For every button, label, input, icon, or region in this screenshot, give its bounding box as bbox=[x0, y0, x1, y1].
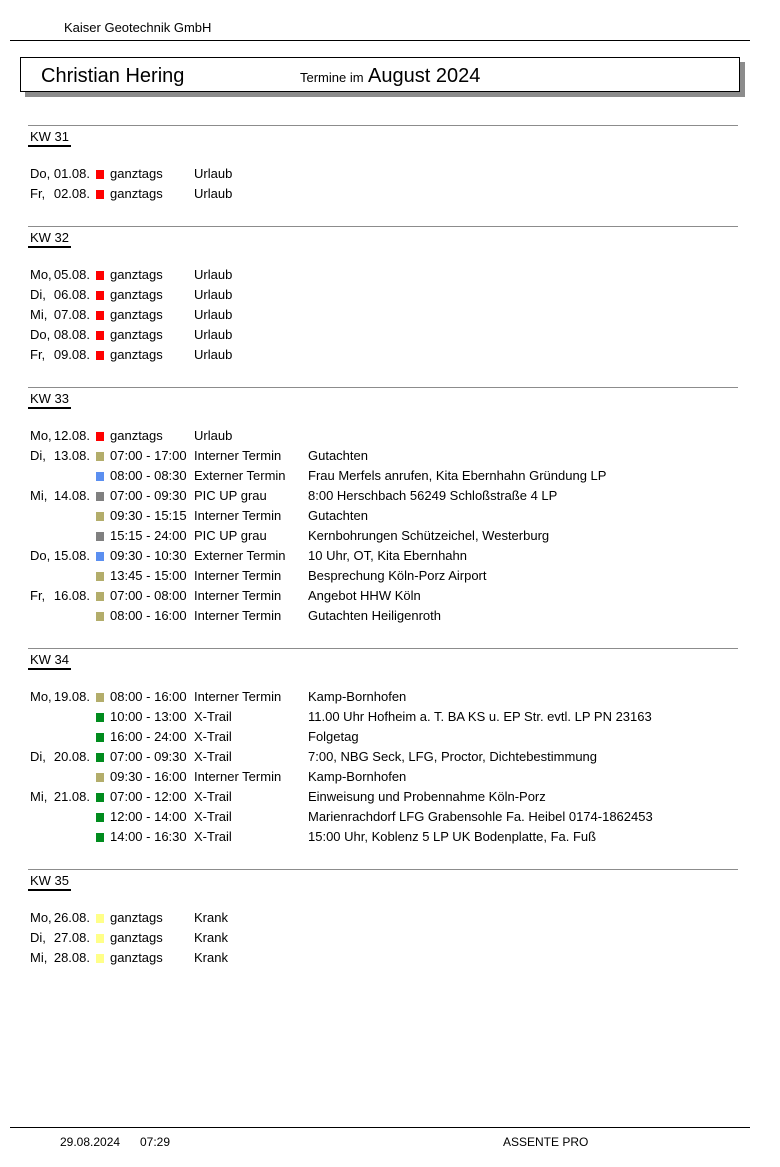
weekday: Mo, bbox=[30, 428, 52, 443]
week-section bbox=[28, 226, 738, 365]
time-range: ganztags bbox=[110, 950, 163, 965]
appointment-type: Interner Termin bbox=[194, 588, 282, 603]
description: Kernbohrungen Schützeichel, Westerburg bbox=[308, 528, 550, 543]
appointment-row bbox=[28, 948, 738, 968]
date: 16.08. bbox=[53, 588, 90, 603]
time-range: 08:00 - 08:30 bbox=[110, 468, 187, 483]
time-range: 07:00 - 09:30 bbox=[110, 488, 187, 503]
date: 13.08. bbox=[53, 448, 90, 463]
category-color-icon bbox=[96, 733, 104, 742]
category-color-icon bbox=[96, 492, 104, 501]
title-box bbox=[20, 57, 740, 92]
date: 05.08. bbox=[53, 267, 90, 282]
date: 27.08. bbox=[53, 930, 90, 945]
description: Gutachten bbox=[308, 448, 368, 463]
period-month: August 2024 bbox=[368, 65, 481, 87]
print-date: 29.08.2024 bbox=[60, 1135, 121, 1149]
date: 12.08. bbox=[53, 428, 90, 443]
appointment-row bbox=[28, 285, 738, 305]
appointment-type: X-Trail bbox=[194, 729, 232, 744]
appointment-type: X-Trail bbox=[194, 749, 232, 764]
date: 07.08. bbox=[53, 307, 90, 322]
appointment-row bbox=[28, 486, 738, 506]
time-range: 07:00 - 09:30 bbox=[110, 749, 187, 764]
weekday: Fr, bbox=[30, 588, 46, 603]
appointment-type: X-Trail bbox=[194, 709, 232, 724]
company-name: Kaiser Geotechnik GmbH bbox=[64, 20, 212, 35]
date: 14.08. bbox=[53, 488, 90, 503]
appointment-row bbox=[28, 325, 738, 345]
appointment-row bbox=[28, 305, 738, 325]
time-range: ganztags bbox=[110, 186, 163, 201]
appointment-type: Interner Termin bbox=[194, 769, 282, 784]
time-range: 08:00 - 16:00 bbox=[110, 689, 187, 704]
header-divider bbox=[10, 40, 750, 41]
appointment-type: PIC UP grau bbox=[194, 488, 267, 503]
description: 10 Uhr, OT, Kita Ebernhahn bbox=[308, 548, 467, 563]
category-color-icon bbox=[96, 612, 104, 621]
appointment-type: Krank bbox=[194, 930, 228, 945]
date: 06.08. bbox=[53, 287, 90, 302]
appointment-type: Urlaub bbox=[194, 186, 233, 201]
category-color-icon bbox=[96, 693, 104, 702]
weekday: Mo, bbox=[30, 267, 52, 282]
appointment-row bbox=[28, 807, 738, 827]
appointment-row bbox=[28, 908, 738, 928]
appointment-type: Externer Termin bbox=[194, 548, 286, 563]
appointment-type: Krank bbox=[194, 910, 228, 925]
footer-divider bbox=[10, 1127, 750, 1128]
week-label: KW 34 bbox=[28, 652, 71, 670]
weekday: Mi, bbox=[30, 488, 48, 503]
weekday: Di, bbox=[30, 749, 46, 764]
appointment-type: Externer Termin bbox=[194, 468, 286, 483]
appointment-row bbox=[28, 345, 738, 365]
time-range: 08:00 - 16:00 bbox=[110, 608, 187, 623]
time-range: 09:30 - 10:30 bbox=[110, 548, 187, 563]
weekday: Di, bbox=[30, 287, 46, 302]
weekday: Mo, bbox=[30, 910, 52, 925]
weekday: Fr, bbox=[30, 186, 46, 201]
category-color-icon bbox=[96, 532, 104, 541]
weekday: Mo, bbox=[30, 689, 52, 704]
weekday: Fr, bbox=[30, 347, 46, 362]
weekday: Do, bbox=[30, 166, 51, 181]
appointment-row bbox=[28, 164, 738, 184]
appointment-row bbox=[28, 707, 738, 727]
category-color-icon bbox=[96, 592, 104, 601]
appointment-row bbox=[28, 767, 738, 787]
time-range: ganztags bbox=[110, 166, 163, 181]
weekday: Di, bbox=[30, 448, 46, 463]
appointment-type: X-Trail bbox=[194, 829, 232, 844]
category-color-icon bbox=[96, 753, 104, 762]
appointment-row bbox=[28, 586, 738, 606]
time-range: ganztags bbox=[110, 910, 163, 925]
appointment-type: Krank bbox=[194, 950, 228, 965]
time-range: ganztags bbox=[110, 327, 163, 342]
week-label: KW 35 bbox=[28, 873, 71, 891]
category-color-icon bbox=[96, 331, 104, 340]
weekday: Mi, bbox=[30, 950, 48, 965]
date: 01.08. bbox=[53, 166, 90, 181]
appointment-type: X-Trail bbox=[194, 789, 232, 804]
description: Besprechung Köln-Porz Airport bbox=[308, 568, 487, 583]
time-range: 07:00 - 17:00 bbox=[110, 448, 187, 463]
appointment-row bbox=[28, 928, 738, 948]
time-range: 10:00 - 13:00 bbox=[110, 709, 187, 724]
appointment-row bbox=[28, 727, 738, 747]
category-color-icon bbox=[96, 813, 104, 822]
category-color-icon bbox=[96, 773, 104, 782]
date: 19.08. bbox=[53, 689, 90, 704]
category-color-icon bbox=[96, 190, 104, 199]
appointment-type: Interner Termin bbox=[194, 448, 282, 463]
time-range: ganztags bbox=[110, 347, 163, 362]
category-color-icon bbox=[96, 793, 104, 802]
category-color-icon bbox=[96, 833, 104, 842]
week-label: KW 31 bbox=[28, 129, 71, 147]
category-color-icon bbox=[96, 311, 104, 320]
date: 28.08. bbox=[53, 950, 90, 965]
appointment-row bbox=[28, 446, 738, 466]
description: Gutachten bbox=[308, 508, 368, 523]
appointment-row bbox=[28, 546, 738, 566]
appointment-type: Urlaub bbox=[194, 267, 233, 282]
appointment-type: Interner Termin bbox=[194, 689, 282, 704]
appointment-row bbox=[28, 747, 738, 767]
appointment-row bbox=[28, 265, 738, 285]
description: Kamp-Bornhofen bbox=[308, 689, 407, 704]
time-range: ganztags bbox=[110, 930, 163, 945]
week-section bbox=[28, 648, 738, 847]
time-range: 13:45 - 15:00 bbox=[110, 568, 187, 583]
category-color-icon bbox=[96, 914, 104, 923]
week-label: KW 32 bbox=[28, 230, 71, 248]
time-range: ganztags bbox=[110, 307, 163, 322]
appointment-type: Urlaub bbox=[194, 166, 233, 181]
appointment-row bbox=[28, 184, 738, 204]
appointment-row bbox=[28, 787, 738, 807]
category-color-icon bbox=[96, 512, 104, 521]
week-section bbox=[28, 125, 738, 204]
date: 09.08. bbox=[53, 347, 90, 362]
appointment-type: Interner Termin bbox=[194, 568, 282, 583]
appointment-type: Urlaub bbox=[194, 347, 233, 362]
description: Marienrachdorf LFG Grabensohle Fa. Heibel 0174-1862453 bbox=[308, 809, 653, 824]
appointment-row bbox=[28, 606, 738, 626]
time-range: 12:00 - 14:00 bbox=[110, 809, 187, 824]
date: 20.08. bbox=[53, 749, 90, 764]
appointment-type: X-Trail bbox=[194, 809, 232, 824]
category-color-icon bbox=[96, 713, 104, 722]
appointment-row bbox=[28, 506, 738, 526]
time-range: 14:00 - 16:30 bbox=[110, 829, 187, 844]
appointment-type: Urlaub bbox=[194, 327, 233, 342]
app-name: ASSENTE PRO bbox=[503, 1135, 589, 1149]
time-range: ganztags bbox=[110, 267, 163, 282]
category-color-icon bbox=[96, 572, 104, 581]
description: 8:00 Herschbach 56249 Schloßstraße 4 LP bbox=[308, 488, 558, 503]
weekday: Do, bbox=[30, 548, 51, 563]
description: Gutachten Heiligenroth bbox=[308, 608, 441, 623]
description: 7:00, NBG Seck, LFG, Proctor, Dichtebestimmung bbox=[308, 749, 598, 764]
appointment-row bbox=[28, 566, 738, 586]
time-range: 16:00 - 24:00 bbox=[110, 729, 187, 744]
appointment-row bbox=[28, 466, 738, 486]
person-name: Christian Hering bbox=[41, 65, 185, 87]
appointment-row bbox=[28, 687, 738, 707]
description: Angebot HHW Köln bbox=[308, 588, 421, 603]
weekday: Mi, bbox=[30, 307, 48, 322]
appointment-type: Urlaub bbox=[194, 428, 233, 443]
category-color-icon bbox=[96, 954, 104, 963]
period-label: Termine im bbox=[300, 70, 364, 85]
date: 15.08. bbox=[53, 548, 90, 563]
description: Frau Merfels anrufen, Kita Ebernhahn Gründung LP bbox=[308, 468, 607, 483]
time-range: 15:15 - 24:00 bbox=[110, 528, 187, 543]
date: 26.08. bbox=[53, 910, 90, 925]
time-range: 07:00 - 12:00 bbox=[110, 789, 187, 804]
category-color-icon bbox=[96, 271, 104, 280]
appointment-type: Urlaub bbox=[194, 287, 233, 302]
appointment-type: Urlaub bbox=[194, 307, 233, 322]
time-range: 09:30 - 16:00 bbox=[110, 769, 187, 784]
date: 02.08. bbox=[53, 186, 90, 201]
appointment-row bbox=[28, 526, 738, 546]
weeks-list bbox=[28, 125, 738, 990]
appointment-row bbox=[28, 426, 738, 446]
category-color-icon bbox=[96, 452, 104, 461]
date: 21.08. bbox=[53, 789, 90, 804]
week-section bbox=[28, 869, 738, 968]
description: 15:00 Uhr, Koblenz 5 LP UK Bodenplatte, Fa. Fuß bbox=[308, 829, 597, 844]
appointment-type: Interner Termin bbox=[194, 608, 282, 623]
category-color-icon bbox=[96, 432, 104, 441]
description: 11.00 Uhr Hofheim a. T. BA KS u. EP Str. evtl. LP PN 23163 bbox=[308, 709, 652, 724]
print-time: 07:29 bbox=[140, 1135, 171, 1149]
week-label: KW 33 bbox=[28, 391, 71, 409]
category-color-icon bbox=[96, 472, 104, 481]
description: Kamp-Bornhofen bbox=[308, 769, 407, 784]
time-range: ganztags bbox=[110, 287, 163, 302]
category-color-icon bbox=[96, 291, 104, 300]
appointment-row bbox=[28, 827, 738, 847]
time-range: ganztags bbox=[110, 428, 163, 443]
category-color-icon bbox=[96, 351, 104, 360]
weekday: Mi, bbox=[30, 789, 48, 804]
appointment-type: Interner Termin bbox=[194, 508, 282, 523]
description: Einweisung und Probennahme Köln-Porz bbox=[308, 789, 546, 804]
time-range: 07:00 - 08:00 bbox=[110, 588, 187, 603]
period-title bbox=[300, 65, 480, 88]
category-color-icon bbox=[96, 552, 104, 561]
appointment-type: PIC UP grau bbox=[194, 528, 267, 543]
category-color-icon bbox=[96, 170, 104, 179]
time-range: 09:30 - 15:15 bbox=[110, 508, 187, 523]
category-color-icon bbox=[96, 934, 104, 943]
description: Folgetag bbox=[308, 729, 359, 744]
date: 08.08. bbox=[53, 327, 90, 342]
week-section bbox=[28, 387, 738, 626]
weekday: Do, bbox=[30, 327, 51, 342]
weekday: Di, bbox=[30, 930, 46, 945]
